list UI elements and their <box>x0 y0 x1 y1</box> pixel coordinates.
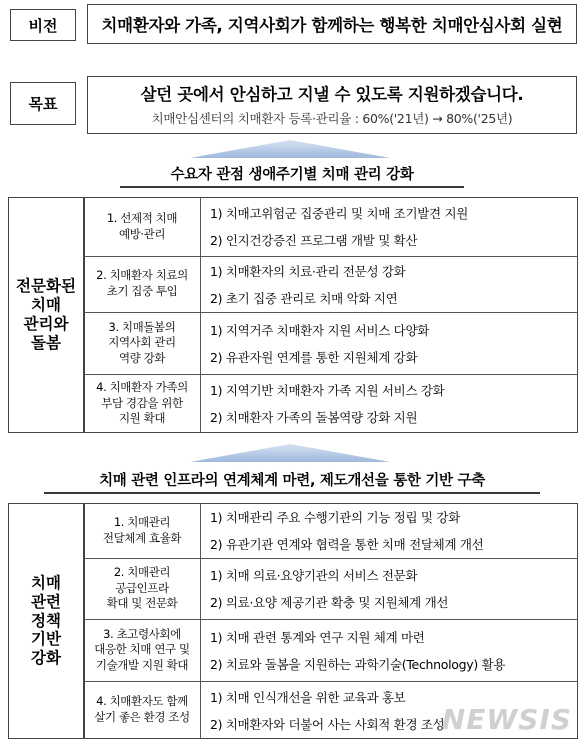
task-item: 2) 유관자원 연계를 통한 지원체계 강화 <box>210 349 418 365</box>
vision-label: 비전 <box>28 16 58 35</box>
section1-strategy-3: 3. 치매돌봄의 지역사회 관리 역량 강화 <box>108 319 176 365</box>
section1-tasks-2 <box>201 256 578 312</box>
section1-side-label: 전문화된 치매 관리와 돌봄 <box>8 197 84 433</box>
task-item: 2) 치매환자와 더불어 사는 사회적 환경 조성 <box>210 716 445 732</box>
section2-tasks-3 <box>201 619 578 681</box>
section2-strategy-4: 4. 치매환자도 함께 살기 좋은 환경 조성 <box>94 694 190 724</box>
section2-side-label: 치매 관련 정책 기반 강화 <box>8 503 84 739</box>
goal-sub-text: 치매안심센터의 치매환자 등록·관리율 : 60%('21년) → 80%('25년) <box>151 111 513 126</box>
task-item: 1) 지역기반 치매환자 가족 지원 서비스 강화 <box>210 383 445 398</box>
section2-tasks-1 <box>201 503 578 558</box>
section1-tasks-4 <box>201 374 578 433</box>
watermark: NEWSIS <box>441 703 572 736</box>
section2-title: 치매 관련 인프라의 연계체계 마련, 제도개선을 통한 기반 구축 <box>99 473 485 489</box>
vision-text: 치매환자와 가족, 지역사회가 함께하는 행복한 치매안심사회 실현 <box>101 16 563 35</box>
up-arrow-icon <box>190 140 390 158</box>
task-item: 2) 치매환자 가족의 돌봄역량 강화 지원 <box>210 410 418 425</box>
task-item: 1) 치매고위험군 집중관리 및 치매 조기발견 지원 <box>210 206 468 221</box>
section2-strategy-3: 3. 초고령사회에 대응한 치매 연구 및 기술개발 지원 확대 <box>94 626 190 672</box>
task-item: 2) 초기 집중 관리로 치매 악화 지연 <box>210 290 398 306</box>
task-item: 2) 의료·요양 제공기관 확충 및 지원체계 개선 <box>210 595 449 610</box>
goal-label: 목표 <box>28 95 58 113</box>
task-item: 1) 지역거주 치매환자 지원 서비스 다양화 <box>210 322 429 338</box>
task-item: 2) 인지건강증진 프로그램 개발 및 확산 <box>210 233 418 248</box>
task-item: 1) 치매환자의 치료·관리 전문성 강화 <box>210 263 406 279</box>
section1-tasks-1 <box>201 197 578 256</box>
task-item: 2) 치료와 돌봄을 지원하는 과학기술(Technology) 활용 <box>210 656 506 672</box>
section2-title-underline <box>44 492 540 494</box>
section1-strategy-2: 2. 치매환자 치료의 초기 집중 투입 <box>96 268 188 298</box>
section1-tasks-3 <box>201 312 578 374</box>
section1-strategy-1: 1. 선제적 치매 예방·관리 <box>106 210 178 241</box>
section2-tasks-2 <box>201 558 578 619</box>
task-item: 2) 유관기관 연계와 협력을 통한 치매 전달체계 개선 <box>210 537 484 552</box>
task-item: 1) 치매관리 주요 수행기관의 기능 정립 및 강화 <box>210 510 460 525</box>
goal-box <box>87 76 577 134</box>
section2-strategy-1: 1. 치매관리 전달체계 효율화 <box>102 514 182 545</box>
up-arrow-icon <box>190 444 390 462</box>
goal-main-text: 살던 곳에서 안심하고 지낼 수 있도록 지원하겠습니다. <box>140 85 524 104</box>
task-item: 1) 치매 인식개선을 위한 교육과 홍보 <box>210 689 406 705</box>
section1-title: 수요자 관점 생애주기별 치매 관리 강화 <box>170 167 414 183</box>
task-item: 1) 치매 의료·요양기관의 서비스 전문화 <box>210 568 418 583</box>
section2-strategy-2: 2. 치매관리 공급인프라 확대 및 전문화 <box>106 565 178 611</box>
section1-title-underline <box>120 186 464 188</box>
task-item: 1) 치매 관련 통계와 연구 지원 체계 마련 <box>210 629 425 645</box>
section1-strategy-4: 4. 치매환자 가족의 부담 경감을 위한 지원 확대 <box>96 380 188 426</box>
